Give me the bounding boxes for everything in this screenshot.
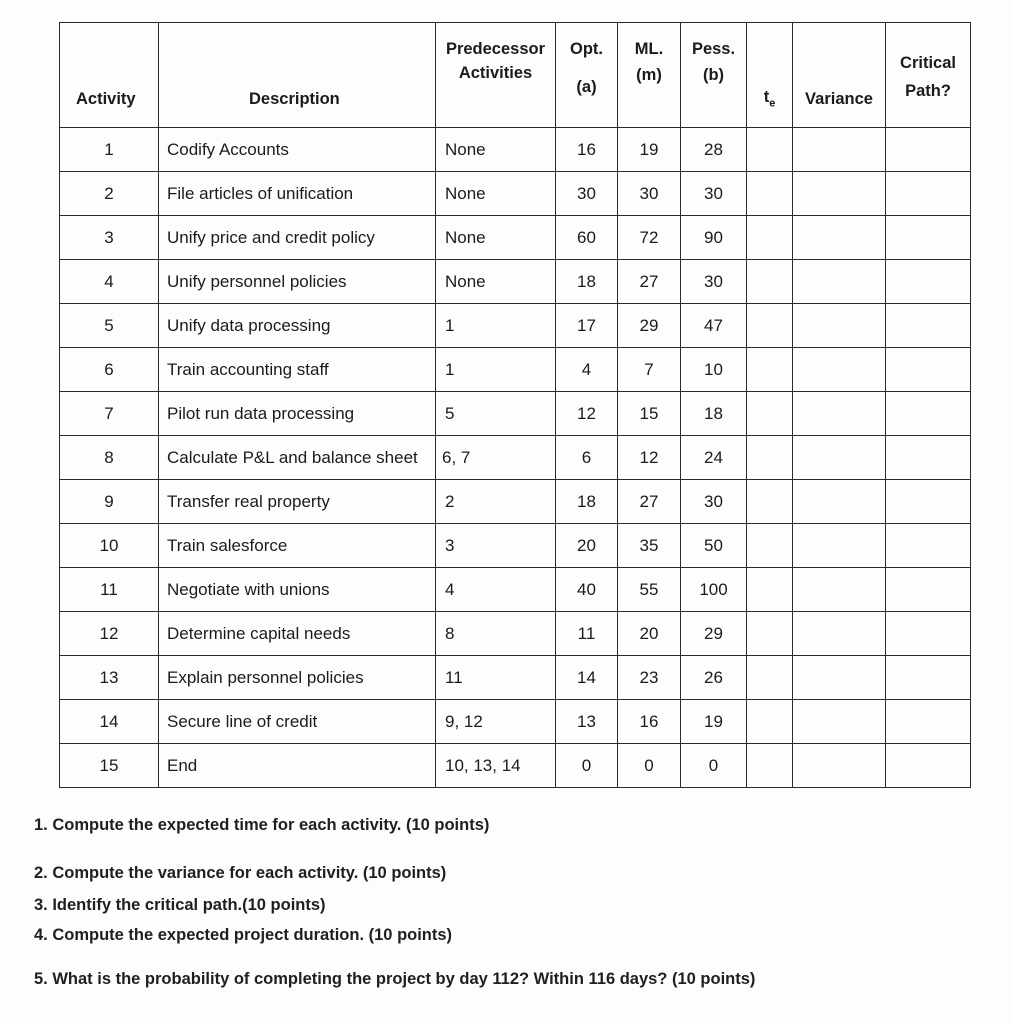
cell-expected-time-blank[interactable]	[747, 700, 793, 744]
cell-activity: 15	[60, 744, 159, 788]
cell-most-likely: 35	[618, 524, 681, 568]
header-description: Description	[159, 23, 436, 128]
cell-most-likely: 30	[618, 172, 681, 216]
cell-description: Pilot run data processing	[159, 392, 436, 436]
cell-pessimistic: 28	[681, 128, 747, 172]
cell-expected-time-blank[interactable]	[747, 744, 793, 788]
cell-variance-blank[interactable]	[793, 260, 886, 304]
cell-description: Unify price and credit policy	[159, 216, 436, 260]
cell-critical-path-blank[interactable]	[886, 128, 971, 172]
cell-predecessor: 5	[436, 392, 556, 436]
cell-activity: 3	[60, 216, 159, 260]
header-opt-line1: Opt.	[570, 40, 603, 58]
cell-variance-blank[interactable]	[793, 612, 886, 656]
cell-optimistic: 16	[556, 128, 618, 172]
cell-activity: 9	[60, 480, 159, 524]
pert-activity-table	[59, 22, 971, 788]
cell-predecessor: 8	[436, 612, 556, 656]
cell-critical-path-blank[interactable]	[886, 172, 971, 216]
table-row	[60, 744, 971, 788]
cell-most-likely: 19	[618, 128, 681, 172]
cell-critical-path-blank[interactable]	[886, 480, 971, 524]
cell-most-likely: 0	[618, 744, 681, 788]
header-ml-line2: (m)	[636, 66, 662, 84]
table-row	[60, 172, 971, 216]
table-row	[60, 568, 971, 612]
cell-predecessor: None	[436, 216, 556, 260]
cell-activity: 10	[60, 524, 159, 568]
header-pess-line1: Pess.	[691, 40, 736, 58]
cell-predecessor: 1	[436, 304, 556, 348]
header-pessimistic	[681, 23, 747, 128]
cell-critical-path-blank[interactable]	[886, 260, 971, 304]
cell-critical-path-blank[interactable]	[886, 436, 971, 480]
cell-critical-path-blank[interactable]	[886, 568, 971, 612]
cell-description: File articles of unification	[159, 172, 436, 216]
question-item: 1. Compute the expected time for each activity. (10 points)	[34, 816, 490, 834]
table-row	[60, 524, 971, 568]
table-row	[60, 216, 971, 260]
cell-expected-time-blank[interactable]	[747, 656, 793, 700]
cell-critical-path-blank[interactable]	[886, 304, 971, 348]
cell-optimistic: 6	[556, 436, 618, 480]
cell-most-likely: 55	[618, 568, 681, 612]
cell-pessimistic: 26	[681, 656, 747, 700]
table-row	[60, 260, 971, 304]
cell-expected-time-blank[interactable]	[747, 480, 793, 524]
cell-optimistic: 0	[556, 744, 618, 788]
header-variance: Variance	[793, 23, 886, 128]
table-header-row	[60, 23, 971, 128]
cell-pessimistic: 50	[681, 524, 747, 568]
cell-optimistic: 20	[556, 524, 618, 568]
table-row	[60, 700, 971, 744]
cell-critical-path-blank[interactable]	[886, 700, 971, 744]
header-most-likely	[618, 23, 681, 128]
cell-critical-path-blank[interactable]	[886, 524, 971, 568]
cell-most-likely: 7	[618, 348, 681, 392]
cell-description: Negotiate with unions	[159, 568, 436, 612]
header-critical-line2: Path?	[905, 82, 951, 100]
cell-optimistic: 18	[556, 260, 618, 304]
cell-expected-time-blank[interactable]	[747, 392, 793, 436]
cell-pessimistic: 19	[681, 700, 747, 744]
cell-most-likely: 20	[618, 612, 681, 656]
cell-variance-blank[interactable]	[793, 568, 886, 612]
cell-activity: 13	[60, 656, 159, 700]
cell-optimistic: 4	[556, 348, 618, 392]
cell-optimistic: 11	[556, 612, 618, 656]
table-row	[60, 348, 971, 392]
cell-description: Calculate P&L and balance sheet	[159, 436, 436, 480]
cell-description: Unify data processing	[159, 304, 436, 348]
cell-variance-blank[interactable]	[793, 700, 886, 744]
cell-variance-blank[interactable]	[793, 304, 886, 348]
cell-expected-time-blank[interactable]	[747, 524, 793, 568]
cell-critical-path-blank[interactable]	[886, 216, 971, 260]
cell-most-likely: 23	[618, 656, 681, 700]
cell-variance-blank[interactable]	[793, 128, 886, 172]
cell-description: End	[159, 744, 436, 788]
cell-critical-path-blank[interactable]	[886, 392, 971, 436]
cell-predecessor: 1	[436, 348, 556, 392]
cell-most-likely: 29	[618, 304, 681, 348]
cell-most-likely: 72	[618, 216, 681, 260]
cell-activity: 5	[60, 304, 159, 348]
cell-predecessor: 11	[436, 656, 556, 700]
cell-predecessor: 9, 12	[436, 700, 556, 744]
cell-optimistic: 14	[556, 656, 618, 700]
cell-description: Codify Accounts	[159, 128, 436, 172]
cell-activity: 14	[60, 700, 159, 744]
cell-pessimistic: 0	[681, 744, 747, 788]
cell-critical-path-blank[interactable]	[886, 656, 971, 700]
cell-description: Determine capital needs	[159, 612, 436, 656]
cell-expected-time-blank[interactable]	[747, 304, 793, 348]
cell-activity: 2	[60, 172, 159, 216]
header-predecessor	[436, 23, 556, 128]
table-row	[60, 656, 971, 700]
cell-pessimistic: 100	[681, 568, 747, 612]
cell-most-likely: 27	[618, 480, 681, 524]
cell-pessimistic: 30	[681, 172, 747, 216]
header-predecessor-line1: Predecessor	[445, 40, 546, 58]
cell-optimistic: 17	[556, 304, 618, 348]
cell-pessimistic: 24	[681, 436, 747, 480]
cell-activity: 1	[60, 128, 159, 172]
cell-description: Explain personnel policies	[159, 656, 436, 700]
cell-variance-blank[interactable]	[793, 172, 886, 216]
cell-activity: 4	[60, 260, 159, 304]
table-row	[60, 128, 971, 172]
cell-pessimistic: 90	[681, 216, 747, 260]
table-row	[60, 480, 971, 524]
cell-description: Train salesforce	[159, 524, 436, 568]
cell-predecessor: None	[436, 260, 556, 304]
cell-predecessor: None	[436, 128, 556, 172]
cell-pessimistic: 10	[681, 348, 747, 392]
question-item: 5. What is the probability of completing the project by day 112? Within 116 days? (10 points)	[34, 970, 756, 988]
cell-expected-time-blank[interactable]	[747, 436, 793, 480]
question-item: 4. Compute the expected project duration. (10 points)	[34, 926, 453, 944]
cell-activity: 12	[60, 612, 159, 656]
cell-variance-blank[interactable]	[793, 436, 886, 480]
cell-variance-blank[interactable]	[793, 348, 886, 392]
cell-expected-time-blank[interactable]	[747, 172, 793, 216]
header-optimistic	[556, 23, 618, 128]
cell-most-likely: 16	[618, 700, 681, 744]
header-critical-path	[886, 23, 971, 128]
cell-most-likely: 12	[618, 436, 681, 480]
cell-predecessor: None	[436, 172, 556, 216]
cell-predecessor: 2	[436, 480, 556, 524]
cell-predecessor: 4	[436, 568, 556, 612]
question-item: 3. Identify the critical path.(10 points)	[34, 896, 326, 914]
cell-expected-time-blank[interactable]	[747, 260, 793, 304]
cell-expected-time-blank[interactable]	[747, 612, 793, 656]
cell-activity: 7	[60, 392, 159, 436]
header-ml-line1: ML.	[634, 40, 664, 58]
cell-activity: 6	[60, 348, 159, 392]
cell-variance-blank[interactable]	[793, 216, 886, 260]
table-body	[60, 128, 971, 788]
cell-variance-blank[interactable]	[793, 656, 886, 700]
header-expected-time	[747, 23, 793, 128]
header-critical-line1: Critical	[900, 54, 956, 72]
cell-pessimistic: 29	[681, 612, 747, 656]
header-pess-line2: (b)	[702, 66, 725, 84]
cell-variance-blank[interactable]	[793, 524, 886, 568]
cell-optimistic: 40	[556, 568, 618, 612]
table-row	[60, 304, 971, 348]
cell-expected-time-blank[interactable]	[747, 216, 793, 260]
cell-most-likely: 27	[618, 260, 681, 304]
cell-description: Train accounting staff	[159, 348, 436, 392]
cell-description: Unify personnel policies	[159, 260, 436, 304]
cell-predecessor: 3	[436, 524, 556, 568]
header-predecessor-line2: Activities	[458, 64, 533, 82]
cell-optimistic: 60	[556, 216, 618, 260]
cell-critical-path-blank[interactable]	[886, 612, 971, 656]
cell-pessimistic: 18	[681, 392, 747, 436]
cell-pessimistic: 47	[681, 304, 747, 348]
cell-variance-blank[interactable]	[793, 744, 886, 788]
cell-optimistic: 30	[556, 172, 618, 216]
cell-optimistic: 12	[556, 392, 618, 436]
cell-variance-blank[interactable]	[793, 480, 886, 524]
cell-predecessor: 6, 7	[436, 436, 556, 480]
header-te-main: t	[763, 87, 770, 106]
cell-variance-blank[interactable]	[793, 392, 886, 436]
header-te-sub: e	[769, 97, 776, 109]
cell-pessimistic: 30	[681, 260, 747, 304]
cell-critical-path-blank[interactable]	[886, 348, 971, 392]
table-row	[60, 392, 971, 436]
cell-pessimistic: 30	[681, 480, 747, 524]
cell-expected-time-blank[interactable]	[747, 348, 793, 392]
cell-predecessor: 10, 13, 14	[436, 744, 556, 788]
cell-critical-path-blank[interactable]	[886, 744, 971, 788]
cell-description: Secure line of credit	[159, 700, 436, 744]
question-item: 2. Compute the variance for each activity. (10 points)	[34, 864, 447, 882]
header-activity: Activity	[60, 23, 159, 128]
header-opt-line2: (a)	[576, 78, 597, 96]
cell-optimistic: 18	[556, 480, 618, 524]
table-row	[60, 612, 971, 656]
cell-most-likely: 15	[618, 392, 681, 436]
cell-activity: 8	[60, 436, 159, 480]
cell-optimistic: 13	[556, 700, 618, 744]
cell-expected-time-blank[interactable]	[747, 128, 793, 172]
table-row	[60, 436, 971, 480]
cell-expected-time-blank[interactable]	[747, 568, 793, 612]
cell-activity: 11	[60, 568, 159, 612]
cell-description: Transfer real property	[159, 480, 436, 524]
